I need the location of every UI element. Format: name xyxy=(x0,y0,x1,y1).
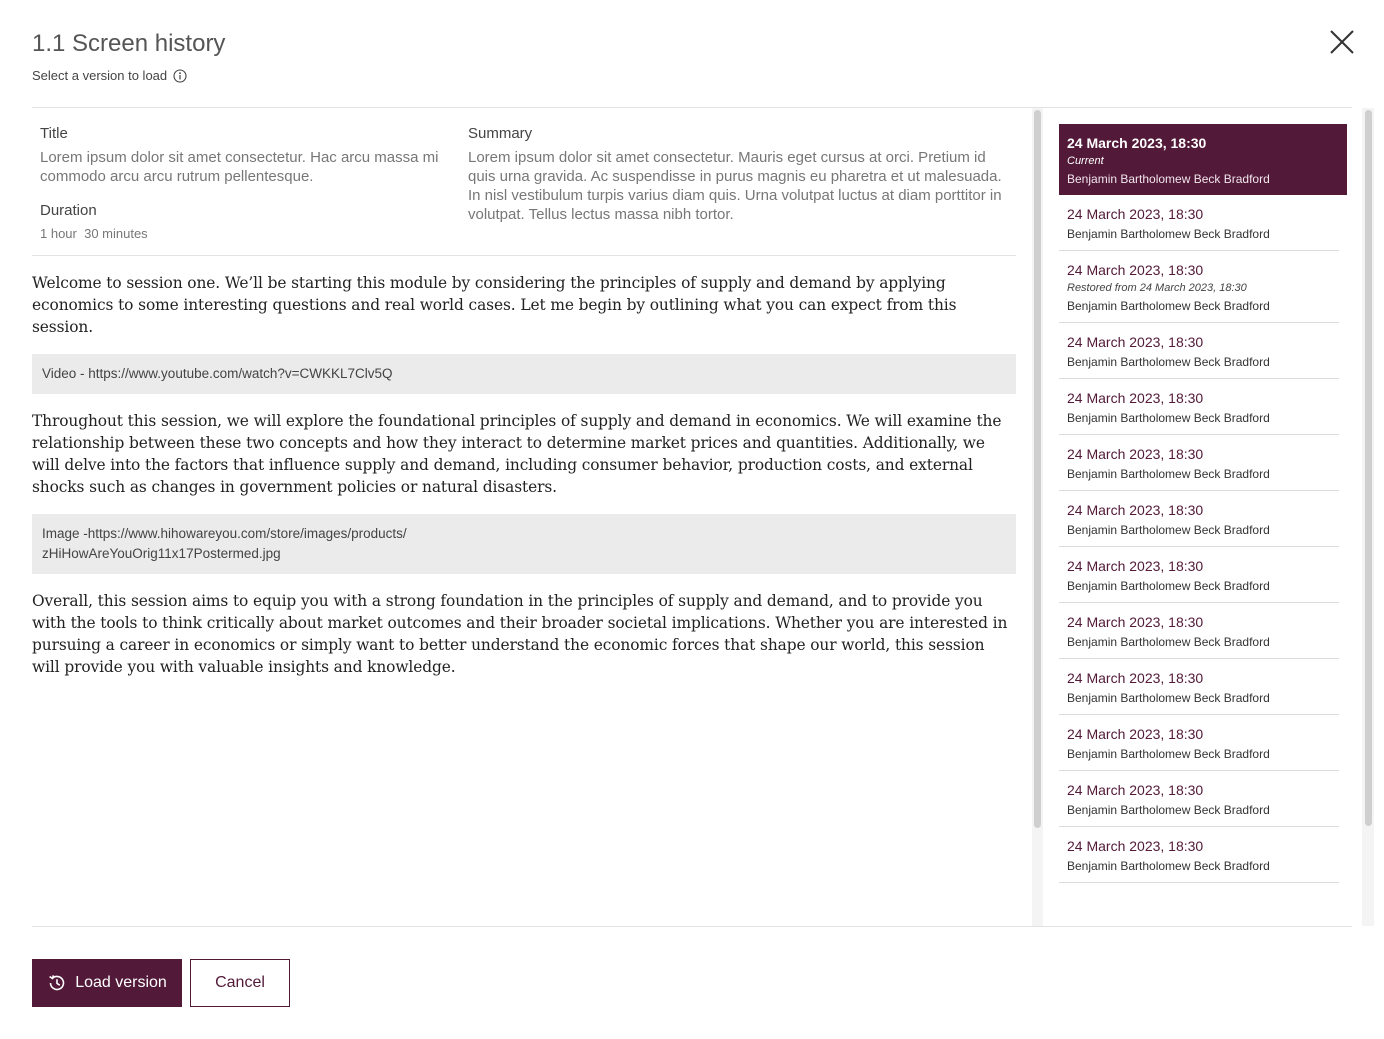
version-item[interactable] xyxy=(1059,547,1339,603)
info-icon[interactable] xyxy=(173,69,187,83)
summary-value: Lorem ipsum dolor sit amet consectetur. Mauris eget cursus at orci. Pretium id quis urna gravida. Ac suspendisse in purus magnis eu pharetra et ut malesuada. In nisl vestibulum turpis varius diam quis. Urna volutpat luctus at diam porttitor in volutpat. Tellus lectus massa nibh tortor. xyxy=(468,149,1002,223)
version-date: 24 March 2023, 18:30 xyxy=(1067,135,1207,151)
version-item[interactable] xyxy=(1059,491,1339,547)
version-item[interactable] xyxy=(1059,195,1339,251)
version-item[interactable] xyxy=(1059,827,1339,883)
history-icon xyxy=(47,973,67,993)
subtitle-text: Select a version to load xyxy=(32,68,168,83)
version-note: Restored from 24 March 2023, 18:30 xyxy=(1067,282,1247,294)
summary-label: Summary xyxy=(468,125,533,142)
version-date: 24 March 2023, 18:30 xyxy=(1067,446,1204,462)
version-date: 24 March 2023, 18:30 xyxy=(1067,726,1204,742)
version-date: 24 March 2023, 18:30 xyxy=(1067,670,1204,686)
close-button[interactable] xyxy=(1326,26,1358,58)
metadata-panel xyxy=(32,108,1016,256)
version-date: 24 March 2023, 18:30 xyxy=(1067,262,1204,278)
duration-value: 1 hour 30 minutes xyxy=(40,226,148,241)
version-author: Benjamin Bartholomew Beck Bradford xyxy=(1067,411,1270,425)
version-date: 24 March 2023, 18:30 xyxy=(1067,614,1204,630)
preview-scrollbar[interactable] xyxy=(1034,110,1041,828)
version-preview xyxy=(32,108,1016,926)
version-date: 24 March 2023, 18:30 xyxy=(1067,334,1204,350)
version-author: Benjamin Bartholomew Beck Bradford xyxy=(1067,227,1270,241)
paragraph: Throughout this session, we will explore the foundational principles of supply and demand in economics. We will examine the relationship between these two concepts and how they interact to determine market prices and quantities. Additionally, we will delve into the factors that influence supply and demand, including consumer behavior, production costs, and external shocks such as changes in government policies or natural disasters. xyxy=(32,412,1002,496)
version-item[interactable] xyxy=(1059,603,1339,659)
version-date: 24 March 2023, 18:30 xyxy=(1067,390,1204,406)
version-item[interactable] xyxy=(1059,379,1339,435)
version-author: Benjamin Bartholomew Beck Bradford xyxy=(1067,859,1270,873)
version-author: Benjamin Bartholomew Beck Bradford xyxy=(1067,691,1270,705)
version-item[interactable] xyxy=(1059,771,1339,827)
subtitle xyxy=(32,68,187,83)
image-url-line: zHiHowAreYouOrig11x17Postermed.jpg xyxy=(42,546,281,561)
version-author: Benjamin Bartholomew Beck Bradford xyxy=(1067,635,1270,649)
version-scrollbar[interactable] xyxy=(1365,110,1372,826)
version-author: Benjamin Bartholomew Beck Bradford xyxy=(1067,747,1270,761)
image-url-line: Image -https://www.hihowareyou.com/store/images/products/ xyxy=(42,526,407,541)
version-date: 24 March 2023, 18:30 xyxy=(1067,782,1204,798)
version-date: 24 March 2023, 18:30 xyxy=(1067,206,1204,222)
page-title: 1.1 Screen history xyxy=(32,30,226,57)
paragraph: Overall, this session aims to equip you with a strong foundation in the principles of supply and demand, and to provide you with the tools to think critically about market outcomes and their broader societal implications. Whether you are interested in pursuing a career in economics or simply want to better understand the economic forces that shape our world, this session will provide you with valuable insights and knowledge. xyxy=(32,592,1008,676)
version-author: Benjamin Bartholomew Beck Bradford xyxy=(1067,172,1270,186)
version-author: Benjamin Bartholomew Beck Bradford xyxy=(1067,467,1270,481)
version-author: Benjamin Bartholomew Beck Bradford xyxy=(1067,355,1270,369)
version-date: 24 March 2023, 18:30 xyxy=(1067,502,1204,518)
close-icon xyxy=(1326,26,1358,58)
version-item[interactable] xyxy=(1059,124,1347,195)
paragraph: Welcome to session one. We’ll be starting this module by considering the principles of supply and demand by applying economics to some interesting questions and real world cases. Let me begin by outlining what you can expect from this session. xyxy=(32,274,957,336)
version-item[interactable] xyxy=(1059,659,1339,715)
version-author: Benjamin Bartholomew Beck Bradford xyxy=(1067,803,1270,817)
title-label: Title xyxy=(40,125,68,142)
version-item[interactable] xyxy=(1059,251,1339,323)
title-value: Lorem ipsum dolor sit amet consectetur. Hac arcu massa mi commodo arcu arcu rutrum pellentesque. xyxy=(40,149,439,185)
load-version-button[interactable] xyxy=(32,959,182,1007)
version-author: Benjamin Bartholomew Beck Bradford xyxy=(1067,299,1270,313)
version-list xyxy=(1059,124,1347,926)
load-version-label: Load version xyxy=(75,974,167,991)
cancel-button[interactable]: Cancel xyxy=(190,959,290,1007)
version-item[interactable] xyxy=(1059,715,1339,771)
version-date: 24 March 2023, 18:30 xyxy=(1067,838,1204,854)
image-embed xyxy=(32,514,1016,574)
version-note: Current xyxy=(1067,155,1104,167)
video-embed: Video - https://www.youtube.com/watch?v=CWKKL7Clv5Q xyxy=(32,354,1016,394)
divider xyxy=(32,926,1352,927)
duration-label: Duration xyxy=(40,202,97,219)
version-item[interactable] xyxy=(1059,435,1339,491)
version-item[interactable] xyxy=(1059,323,1339,379)
version-author: Benjamin Bartholomew Beck Bradford xyxy=(1067,523,1270,537)
version-date: 24 March 2023, 18:30 xyxy=(1067,558,1204,574)
version-author: Benjamin Bartholomew Beck Bradford xyxy=(1067,579,1270,593)
